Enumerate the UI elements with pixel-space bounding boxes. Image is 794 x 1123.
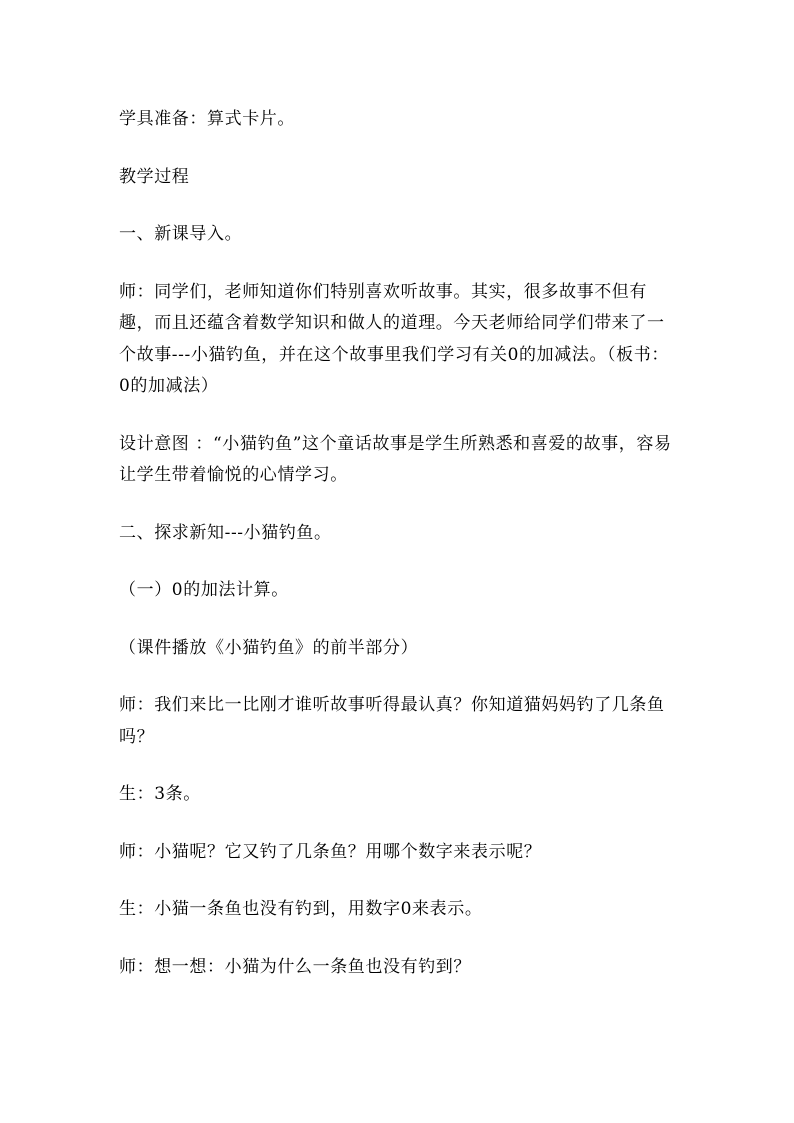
paragraph-courseware-note: （课件播放《小猫钓鱼》的前半部分） xyxy=(119,637,419,658)
paragraph-teacher-question-3: 师：想一想：小猫为什么一条鱼也没有钓到？ xyxy=(119,956,471,977)
paragraph-materials: 学具准备：算式卡片。 xyxy=(119,109,295,129)
heading-zero-addition: （一）0的加法计算。 xyxy=(119,580,289,600)
document-body xyxy=(119,104,679,983)
heading-new-lesson-intro: 一、新课导入。 xyxy=(119,224,243,244)
paragraph-teacher-intro: 师：同学们，老师知道你们特别喜欢听故事。其实，很多故事不但有趣，而且还蕴含着数学知识和做人的道理。今天老师给同学们带来了一个故事---小猫钓鱼，并在这个故事里我们学习有关0的加减法。（板书：0的加减法） xyxy=(119,281,669,396)
paragraph-teacher-question-2: 师：小猫呢？它又钓了几条鱼？用哪个数字来表示呢？ xyxy=(119,841,542,862)
paragraph-student-answer-1: 生：3条。 xyxy=(119,784,201,804)
heading-teaching-process: 教学过程 xyxy=(119,166,190,187)
heading-explore-new: 二、探求新知---小猫钓鱼。 xyxy=(119,522,332,543)
paragraph-student-answer-2: 生：小猫一条鱼也没有钓到，用数字0来表示。 xyxy=(119,899,483,919)
paragraph-design-intent: 设计意图 ：“小猫钓鱼”这个童话故事是学生所熟悉和喜爱的故事，容易让学生带着愉悦的心情学习。 xyxy=(119,433,672,485)
paragraph-teacher-question-1: 师：我们来比一比刚才谁听故事听得最认真？你知道猫妈妈钓了几条鱼吗？ xyxy=(119,695,665,747)
